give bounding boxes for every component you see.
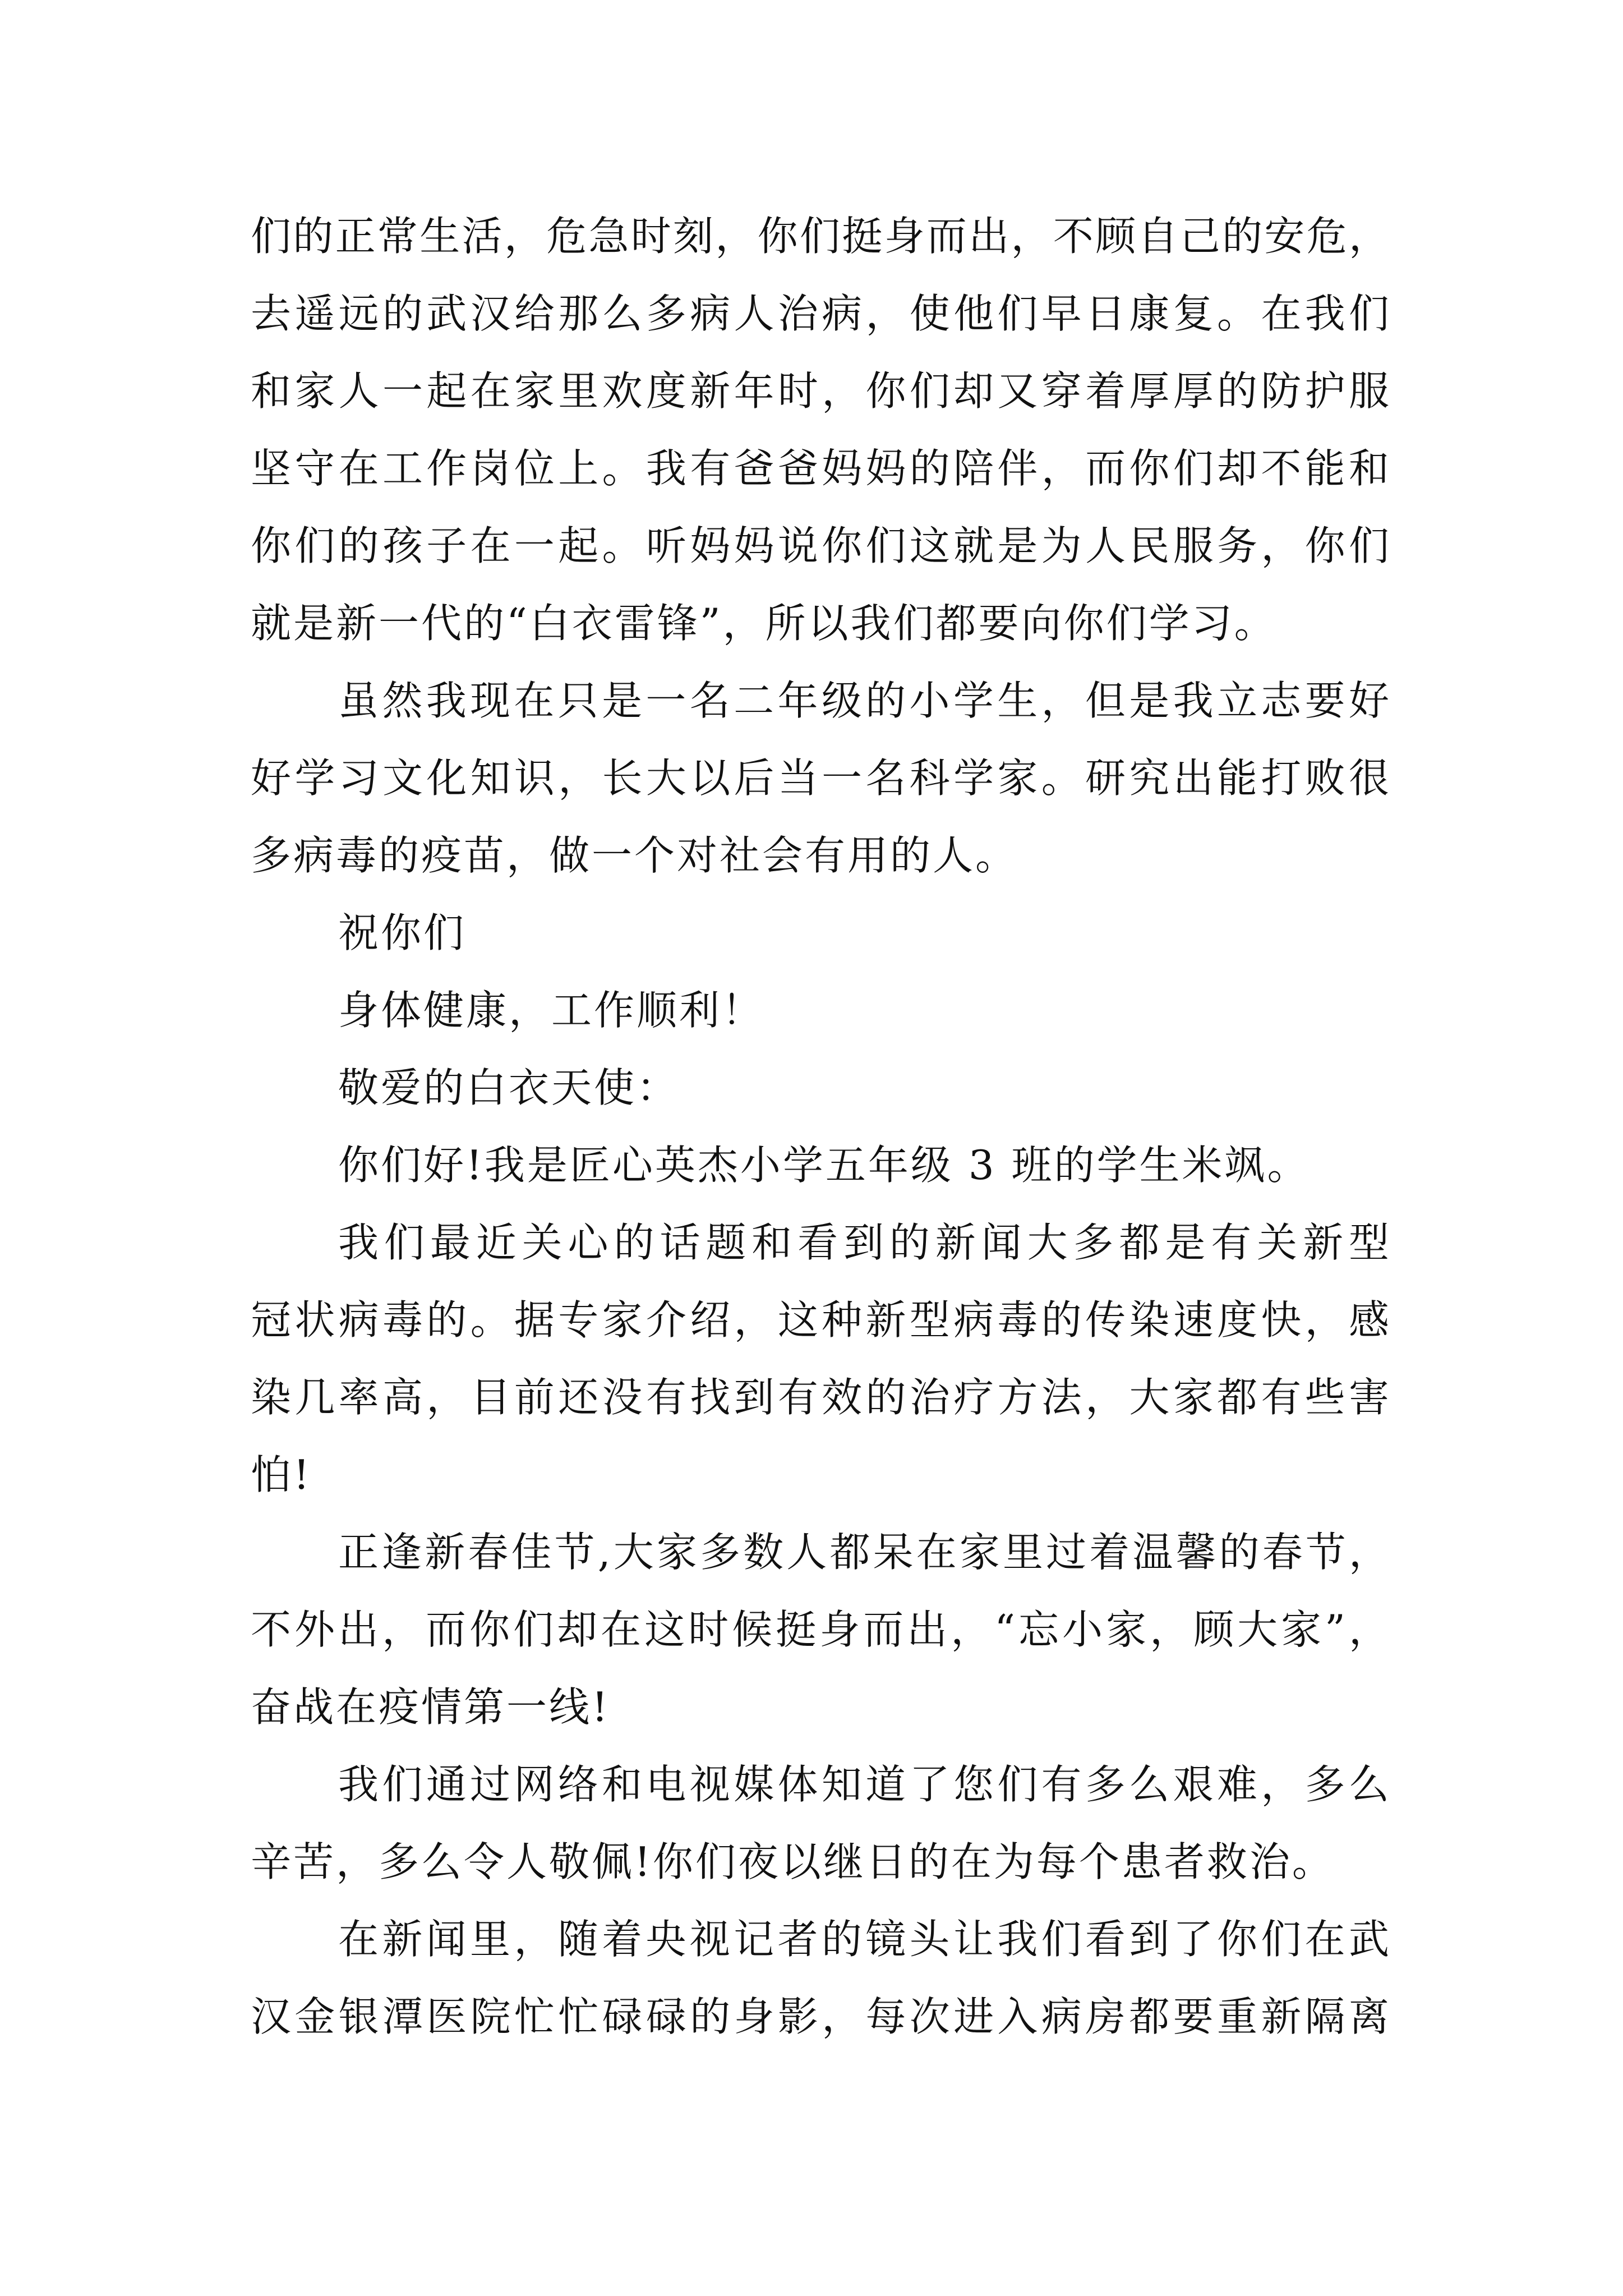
document-page	[251, 197, 1389, 2055]
text-line: 你们的孩子在一起。听妈妈说你们这就是为人民服务，你们	[251, 522, 1389, 569]
text-line: 奋战在疫情第一线!	[251, 1683, 610, 1731]
text-line: 在新闻里，随着央视记者的镜头让我们看到了你们在武	[338, 1916, 1389, 1963]
paragraph	[251, 1746, 1389, 1901]
text-line: 我们最近关心的话题和看到的新闻大多都是有关新型	[338, 1219, 1389, 1266]
text-line: 不外出，而你们却在这时候挺身而出，“忘小家，顾大家”，	[251, 1606, 1389, 1653]
paragraph	[251, 1126, 1389, 1204]
text-line: 身体健康，工作顺利！	[338, 987, 765, 1034]
text-line: 祝你们	[338, 909, 467, 956]
text-line: 冠状病毒的。据专家介绍，这种新型病毒的传染速度快，感	[251, 1296, 1389, 1343]
text-line: 就是新一代的“白衣雷锋”，所以我们都要向你们学习。	[251, 600, 1277, 647]
text-line: 和家人一起在家里欢度新年时，你们却又穿着厚厚的防护服	[251, 367, 1389, 415]
text-line: 你们好!我是匠心英杰小学五年级 3 班的学生米飒。	[338, 1142, 1310, 1189]
closing-wish	[251, 894, 1389, 972]
text-line: 坚守在工作岗位上。我有爸爸妈妈的陪伴，而你们却不能和	[251, 445, 1389, 492]
letter-salutation	[251, 1049, 1389, 1126]
text-line: 去遥远的武汉给那么多病人治病，使他们早日康复。在我们	[251, 290, 1389, 337]
text-line: 正逢新春佳节,大家多数人都呆在家里过着温馨的春节，	[338, 1529, 1389, 1576]
closing-wish	[251, 972, 1389, 1049]
paragraph	[251, 1204, 1389, 1513]
text-line: 好学习文化知识，长大以后当一名科学家。研究出能打败很	[251, 754, 1389, 802]
paragraph	[251, 662, 1389, 894]
text-line: 汉金银潭医院忙忙碌碌的身影，每次进入病房都要重新隔离	[251, 1993, 1389, 2040]
text-line: 敬爱的白衣天使：	[338, 1064, 680, 1111]
paragraph	[251, 197, 1389, 662]
text-line: 染几率高，目前还没有找到有效的治疗方法，大家都有些害	[251, 1374, 1389, 1421]
text-line: 辛苦，多么令人敬佩!你们夜以继日的在为每个患者救治。	[251, 1838, 1335, 1885]
paragraph	[251, 1901, 1389, 2055]
text-line: 虽然我现在只是一名二年级的小学生，但是我立志要好	[338, 677, 1389, 724]
text-line: 们的正常生活，危急时刻，你们挺身而出，不顾自己的安危，	[251, 213, 1389, 260]
text-line: 怕!	[251, 1451, 312, 1498]
text-line: 我们通过网络和电视媒体知道了您们有多么艰难，多么	[338, 1761, 1389, 1808]
text-line: 多病毒的疫苗，做一个对社会有用的人。	[251, 832, 1018, 879]
paragraph	[251, 1513, 1389, 1746]
